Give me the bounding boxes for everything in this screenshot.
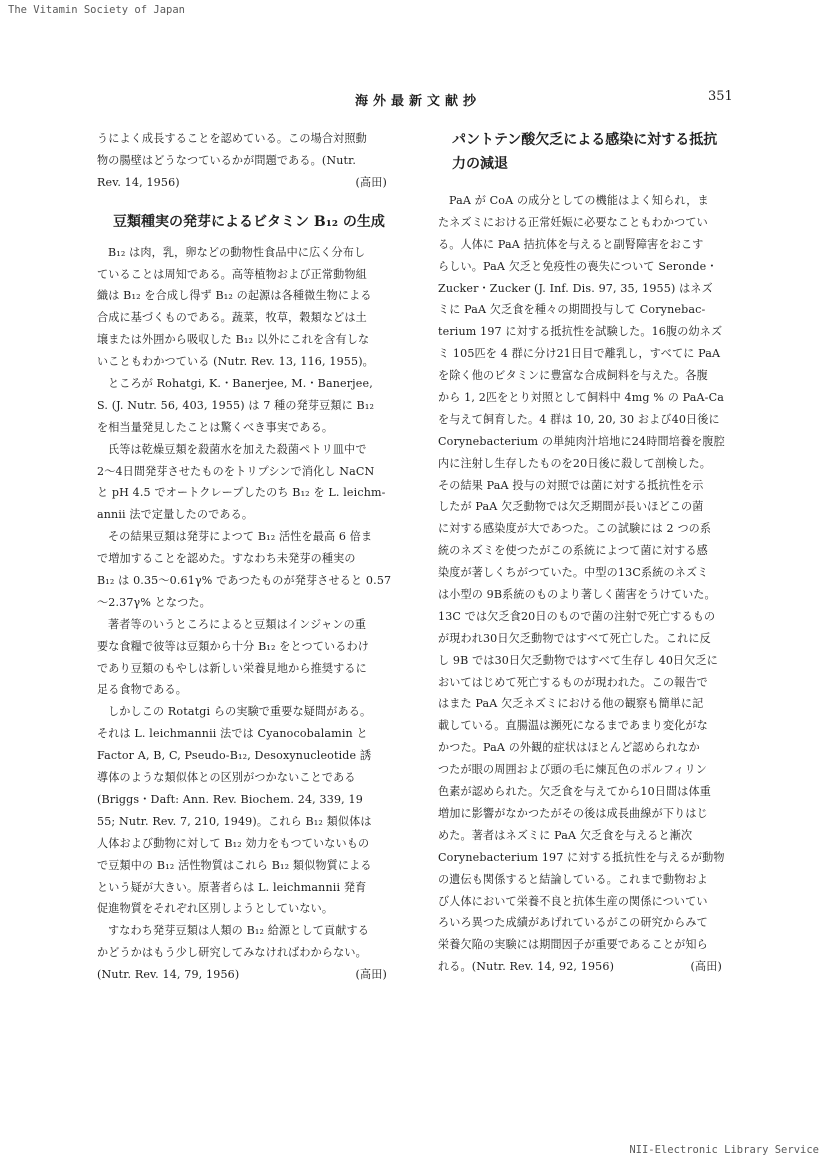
- article-body: [438, 190, 742, 956]
- text-line: B₁₂ は肉，乳，卵などの動物性食品中に広く分布し: [108, 245, 366, 259]
- text-line: かつた。PaA の外観的症状はほとんど認められなか: [438, 741, 700, 755]
- page-number: 351: [708, 89, 733, 104]
- text-line: る。人体に PaA 拮抗体を与えると副腎障害をおこす: [438, 237, 704, 251]
- text-line: ろいろ異つた成績があげれているがこの研究からみて: [438, 916, 708, 930]
- text-line: 氏等は乾燥豆類を殺菌水を加えた殺菌ペトリ皿中で: [108, 442, 367, 456]
- author: (高田): [355, 175, 387, 189]
- text-line: ていることは周知である。高等植物および正常動物組: [97, 267, 367, 281]
- text-line: らしい。PaA 欠乏と免疫性の喪失について Seronde・: [438, 259, 718, 273]
- text-line: を相当量発見したことは驚くべき事実である。: [97, 420, 334, 434]
- text-line: 要な食糧で彼等は豆類から十分 B₁₂ をとつているわけ: [97, 639, 369, 653]
- reference-line: [97, 172, 407, 194]
- author: (高田): [690, 960, 722, 974]
- text-line: おいてはじめて死亡するものが現われた。この報告で: [438, 675, 708, 689]
- text-line: と pH 4.5 でオートクレーブしたのち B₁₂ を L. leichm-: [97, 486, 386, 500]
- text-line: ミに PaA 欠乏食を種々の期間投与して Corynebac-: [438, 303, 706, 317]
- text-line: その結果 PaA 投与の対照では菌に対する抵抗性を示: [438, 478, 704, 492]
- text-line: Corynebacterium の単純肉汁培地に24時間培養を腹腔: [438, 434, 725, 448]
- text-line: 染度が著しくちがつていた。中型の13C系統のネズミ: [438, 566, 709, 580]
- text-line: それは L. leichmannii 法では Cyanocobalamin と: [97, 727, 368, 741]
- text-line: 壌または外囲から吸収した B₁₂ 以外にこれを含有しな: [97, 333, 370, 347]
- text-line: 織は B₁₂ を合成し得ず B₁₂ の起源は各種微生物による: [97, 289, 372, 303]
- text-line: で増加することを認めた。すなわち未発芽の種実の: [97, 552, 356, 566]
- text-line: はまた PaA 欠乏ネズミにおける他の観察も簡単に記: [438, 697, 704, 711]
- heading-line: パントテン酸欠乏による感染に対する抵抗: [452, 132, 718, 148]
- text-line: terium 197 に対する抵抗性を試験した。16腹の幼ネズ: [438, 325, 723, 339]
- text-line: つたが眼の周囲および頭の毛に煉瓦色のポルフィリン: [438, 763, 707, 777]
- text-line: 内に注射し生存したものを20日後に殺して剖検した。: [438, 456, 712, 470]
- text-line: 導体のような類似体との区別がつかないことである: [97, 771, 356, 785]
- text-line: であり豆類のもやしは新しい栄養見地から推奨するに: [97, 661, 367, 675]
- text-line: annii 法で定量したのである。: [97, 508, 254, 522]
- article-heading: 豆類種実の発芽によるビタミン B₁₂ の生成: [113, 213, 385, 230]
- text-line: S. (J. Nutr. 56, 403, 1955) は 7 種の発芽豆類に B₁₂: [97, 398, 375, 412]
- right-column: [438, 128, 742, 978]
- text-line: 人体および動物に対して B₁₂ 効力をもつていないもの: [97, 836, 370, 850]
- heading-line: 力の減退: [452, 156, 508, 172]
- text-line: かどうかはもう少し研究してみなければわからない。: [97, 946, 367, 960]
- text-line: を除く他のビタミンに豊富な合成飼料を与えた。各腹: [438, 369, 708, 383]
- text-line: 55; Nutr. Rev. 7, 210, 1949)。これら B₁₂ 類似体は: [97, 814, 372, 828]
- text-line: し 9B では30日欠乏動物ではすべて生存し 40日欠乏に: [438, 653, 719, 667]
- text-line: を与えて飼育した。4 群は 10, 20, 30 および40日後に: [438, 412, 720, 426]
- article-body: [97, 242, 407, 964]
- running-title: 海外最新文献抄: [355, 94, 482, 109]
- text-line: び人体において栄養不良と抗体生産の関係についてい: [438, 894, 708, 908]
- left-column: [97, 128, 407, 986]
- text-line: で豆類中の B₁₂ 活性物質はこれら B₁₂ 類似物質による: [97, 858, 372, 872]
- author: (高田): [355, 968, 387, 982]
- text-line: 増加に影響がなかつたがその後は成長曲線が下りはじ: [438, 806, 708, 820]
- text-line: したが PaA 欠乏動物では欠乏期間が長いほどこの菌: [438, 500, 704, 514]
- library-footer: NII-Electronic Library Service: [629, 1144, 819, 1156]
- text-line: Zucker・Zucker (J. Inf. Dis. 97, 35, 1955) はネズ: [438, 281, 713, 295]
- text-line: が現われ30日欠乏動物ではすべて死亡した。これに反: [438, 631, 711, 645]
- text-line: から 1, 2匹をとり対照として飼料中 4mg % の PaA-Ca: [438, 391, 724, 405]
- text-line: 13C では欠乏食20日のもので菌の注射で死亡するもの: [438, 609, 716, 623]
- citation: れる。(Nutr. Rev. 14, 92, 1956): [438, 960, 615, 974]
- text-line: に対する感染度が大であつた。この試験には 2 つの系: [438, 522, 712, 536]
- reference-line: [97, 964, 407, 986]
- text-line: 物の腸壁はどうなつているかが問題である。(Nutr.: [97, 153, 357, 167]
- text-line: Corynebacterium 197 に対する抵抗性を与えるが動物: [438, 850, 725, 864]
- text-line: ところが Rohatgi, K.・Banerjee, M.・Banerjee,: [108, 377, 373, 391]
- text-line: めた。著者はネズミに PaA 欠乏食を与えると漸次: [438, 828, 693, 842]
- text-line: Factor A, B, C, Pseudo-B₁₂, Desoxynucleotide 誘: [97, 749, 372, 763]
- reference-line: [438, 956, 742, 978]
- text-line: すなわち発芽豆類は人類の B₁₂ 給源として貢献する: [108, 924, 369, 938]
- text-line: ミ 105匹を 4 群に分け21日目で離乳し，すべてに PaA: [438, 347, 721, 361]
- text-line: 著者等のいうところによると豆類はインジャンの重: [108, 617, 367, 631]
- text-line: 統のネズミを使つたがこの系統によつて菌に対する感: [438, 544, 708, 558]
- text-line: 促進物質をそれぞれ区別しようとしていない。: [97, 902, 334, 916]
- text-line: いこともわかつている (Nutr. Rev. 13, 116, 1955)。: [97, 355, 374, 369]
- text-line: 足る食物である。: [97, 683, 187, 697]
- text-line: 栄養欠陥の実験には期間因子が重要であることが知ら: [438, 938, 708, 952]
- text-line: たネズミにおける正常妊娠に必要なこともわかつてい: [438, 215, 708, 229]
- text-line: その結果豆類は発芽によつて B₁₂ 活性を最高 6 倍ま: [108, 530, 373, 544]
- text-line: の遺伝も関係すると結論している。これまで動物およ: [438, 872, 708, 886]
- society-watermark: The Vitamin Society of Japan: [8, 4, 186, 16]
- text-line: 〜2.37γ% となつた。: [97, 595, 211, 609]
- citation: Rev. 14, 1956): [97, 175, 180, 189]
- text-line: (Briggs・Daft: Ann. Rev. Biochem. 24, 339, 19: [97, 792, 363, 806]
- text-line: 合成に基づくものである。蔬菜，牧草，穀類などは土: [97, 311, 367, 325]
- text-line: PaA が CoA の成分としての機能はよく知られ，ま: [449, 194, 709, 207]
- text-line: 2〜4日間発芽させたものをトリプシンで消化し NaCN: [97, 464, 375, 478]
- text-line: という疑が大きい。原著者らは L. leichmannii 発育: [97, 880, 367, 894]
- text-line: うによく成長することを認めている。この場合対照動: [97, 132, 367, 145]
- text-line: 載している。直腸温は瀕死になるまであまり変化がな: [438, 719, 708, 733]
- article-heading: [438, 128, 742, 176]
- text-line: しかしこの Rotatgi らの実験で重要な疑問がある。: [108, 705, 372, 719]
- citation: (Nutr. Rev. 14, 79, 1956): [97, 968, 240, 982]
- text-line: 色素が認められた。欠乏食を与えてから10日間は体重: [438, 785, 712, 799]
- text-line: は小型の 9B系統のものより著しく菌害をうけていた。: [438, 588, 716, 602]
- text-line: B₁₂ は 0.35〜0.61γ% であつたものが発芽させると 0.57: [97, 574, 392, 588]
